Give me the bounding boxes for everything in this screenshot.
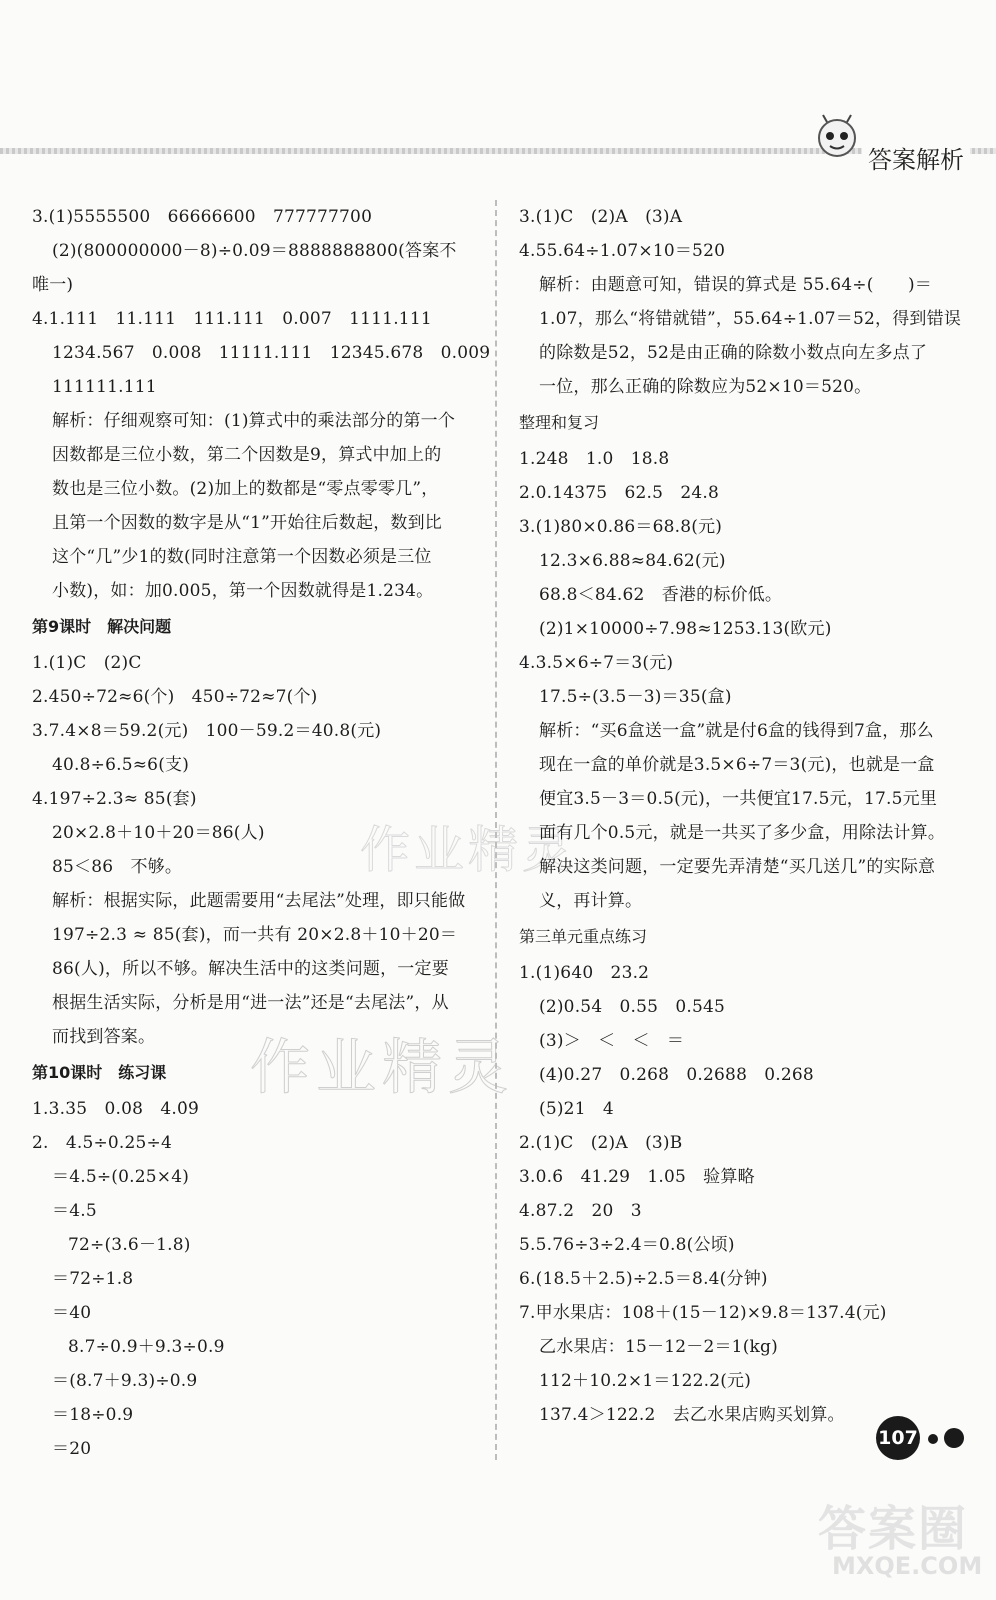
answer-line: (2)1×10000÷7.98≈1253.13(欧元) — [539, 619, 832, 639]
answer-line: 1.3.35 0.08 4.0̇9̇ — [32, 1099, 199, 1119]
answer-line: 2.0.14375 62.5 24.8 — [519, 483, 720, 503]
watermark-text: 作业精灵 — [250, 1033, 514, 1103]
answer-line: (4)0.27 0.268̇ 0.2688 0.268 — [539, 1065, 814, 1085]
answer-line: 137.4＞122.2 去乙水果店购买划算。 — [539, 1405, 845, 1425]
answer-line: 2. 4.5÷0.25÷4 — [32, 1133, 173, 1153]
answer-line: ＝72÷1.8 — [52, 1269, 134, 1289]
answer-line: 解决这类问题，一定要先弄清楚“买几送几”的实际意 — [539, 857, 936, 877]
answer-line: 3.(1)80×0.86＝68.8(元) — [519, 517, 723, 537]
answer-line: 3.(1)5555500 66666600 777777700 — [32, 207, 373, 227]
page-number: 107 — [876, 1416, 920, 1460]
answer-line: 4.1.111 11.111 111.111 0.007 1111.111 — [32, 309, 432, 329]
answer-line: 义，再计算。 — [539, 891, 643, 911]
answer-line: 4.55.64÷1.07×10＝520 — [519, 241, 726, 261]
answer-line: 唯一) — [32, 275, 74, 295]
answer-line: 3.0.6̇ 41.29 1.05 验算略 — [519, 1167, 755, 1187]
section-heading: 第10课时 练习课 — [32, 1063, 167, 1082]
answer-line: 面有几个0.5元，就是一共买了多少盒，用除法计算。 — [539, 823, 946, 843]
answer-line: ＝18÷0.9 — [52, 1405, 134, 1425]
mascot-icon — [812, 110, 862, 160]
answer-line: 7.甲水果店：108＋(15－12)×9.8＝137.4(元) — [519, 1303, 887, 1323]
answer-line: 4.197÷2.3≈ 85(套) — [32, 789, 197, 809]
answer-line: 1.(1)C (2)C — [32, 653, 142, 673]
header-title: 答案解析 — [862, 140, 970, 175]
answer-line: 112＋10.2×1＝122.2(元) — [539, 1371, 752, 1391]
answer-line: 1234.567 0.008 11111.111 12345.678 0.009 — [52, 343, 491, 363]
answer-line: 而找到答案。 — [52, 1027, 156, 1047]
answer-line: 小数)，如：加0.005，第一个因数就得是1.234。 — [52, 581, 434, 601]
corner-logo: 答案圈 — [818, 1501, 969, 1557]
section-heading: 第三单元重点练习 — [519, 927, 648, 946]
answer-line: ＝4.5÷(0.25×4) — [52, 1167, 190, 1187]
answer-line: 这个“几”少1的数(同时注意第一个因数必须是三位 — [52, 547, 432, 567]
dot-decoration-icon — [944, 1428, 964, 1448]
answer-line: 6.(18.5＋2.5)÷2.5＝8.4(分钟) — [519, 1269, 768, 1289]
answer-line: (3)＞ ＜ ＜ ＝ — [539, 1031, 685, 1051]
answer-line: 197÷2.3 ≈ 85(套)，而一共有 20×2.8＋10＋20＝ — [52, 925, 458, 945]
answer-line: 3.(1)C (2)A (3)A — [519, 207, 683, 227]
answer-line: ＝(8.7＋9.3)÷0.9 — [52, 1371, 198, 1391]
answer-line: 1.07，那么“将错就错”，55.64÷1.07＝52，得到错误 — [539, 309, 962, 329]
left-column — [32, 200, 491, 1466]
answer-line: 85＜86 不够。 — [52, 857, 183, 877]
answer-line: 72÷(3.6－1.8) — [68, 1235, 191, 1255]
answer-line: 解析：仔细观察可知：(1)算式中的乘法部分的第一个 — [52, 411, 456, 431]
answer-line: ＝40 — [52, 1303, 92, 1323]
corner-url: MXQE.COM — [832, 1552, 983, 1580]
answer-line: 17.5÷(3.5－3)＝35(盒) — [539, 687, 732, 707]
answer-line: 数也是三位小数。(2)加上的数都是“零点零零几”， — [52, 479, 439, 499]
answer-line: 4.87.2 20 3 — [519, 1201, 642, 1221]
answer-line: 的除数是52，52是由正确的除数小数点向左多点了 — [539, 343, 928, 363]
answer-line: 86(人)，所以不够。解决生活中的这类问题，一定要 — [52, 959, 449, 979]
answer-line: 4.3.5×6÷7＝3(元) — [519, 653, 674, 673]
answer-line: 根据生活实际，分析是用“进一法”还是“去尾法”，从 — [52, 993, 449, 1013]
answer-line: 1.(1)640 23.2 — [519, 963, 650, 983]
answer-line: 2.(1)C (2)A (3)B — [519, 1133, 683, 1153]
answer-line: 便宜3.5－3＝0.5(元)，一共便宜17.5元，17.5元里 — [539, 789, 938, 809]
dot-decoration-icon — [928, 1434, 938, 1444]
answer-line: 现在一盒的单价就是3.5×6÷7＝3(元)，也就是一盒 — [539, 755, 935, 775]
answer-line: 111111.111 — [52, 377, 157, 397]
answer-line: ＝20 — [52, 1439, 92, 1459]
answer-line: 且第一个因数的数字是从“1”开始往后数起，数到比 — [52, 513, 442, 533]
section-heading: 第9课时 解决问题 — [32, 617, 172, 636]
answer-line: 5.5.76÷3÷2.4＝0.8(公顷) — [519, 1235, 735, 1255]
answer-line: 解析：由题意可知，错误的算式是 55.64÷( )＝ — [539, 275, 932, 295]
answer-line: 解析：“买6盒送一盒”就是付6盒的钱得到7盒，那么 — [539, 721, 934, 741]
answer-line: ＝4.5 — [52, 1201, 97, 1221]
answer-line: 12.3×6.88≈84.62(元) — [539, 551, 726, 571]
answer-line: (2)0.5̇4̇ 0.55 0.545 — [539, 997, 726, 1017]
answer-line: 20×2.8＋10＋20＝86(人) — [52, 823, 265, 843]
watermark-text: 作业精灵 — [360, 821, 576, 879]
column-divider — [495, 200, 497, 1460]
right-column — [519, 200, 969, 1432]
answer-line: 68.8＜84.62 香港的标价低。 — [539, 585, 783, 605]
section-heading: 整理和复习 — [519, 413, 600, 432]
answer-line: (2)(800000000－8)÷0.09＝8888888800(答案不 — [52, 241, 457, 261]
answer-line: 解析：根据实际，此题需要用“去尾法”处理，即只能做 — [52, 891, 466, 911]
answer-line: 3.7.4×8＝59.2(元) 100－59.2＝40.8(元) — [32, 721, 382, 741]
answer-line: 因数都是三位小数，第二个因数是9，算式中加上的 — [52, 445, 442, 465]
answer-line: 2.450÷72≈6(个) 450÷72≈7(个) — [32, 687, 318, 707]
answer-line: 8.7÷0.9＋9.3÷0.9 — [68, 1337, 225, 1357]
answer-line: 1.248 1.0 18.8̇ — [519, 449, 670, 469]
answer-line: 40.8÷6.5≈6(支) — [52, 755, 190, 775]
answer-line: 乙水果店：15－12－2＝1(kg) — [539, 1337, 778, 1357]
answer-line: 一位，那么正确的除数应为52×10＝520。 — [539, 377, 872, 397]
answer-line: (5)21 4 — [539, 1099, 614, 1119]
